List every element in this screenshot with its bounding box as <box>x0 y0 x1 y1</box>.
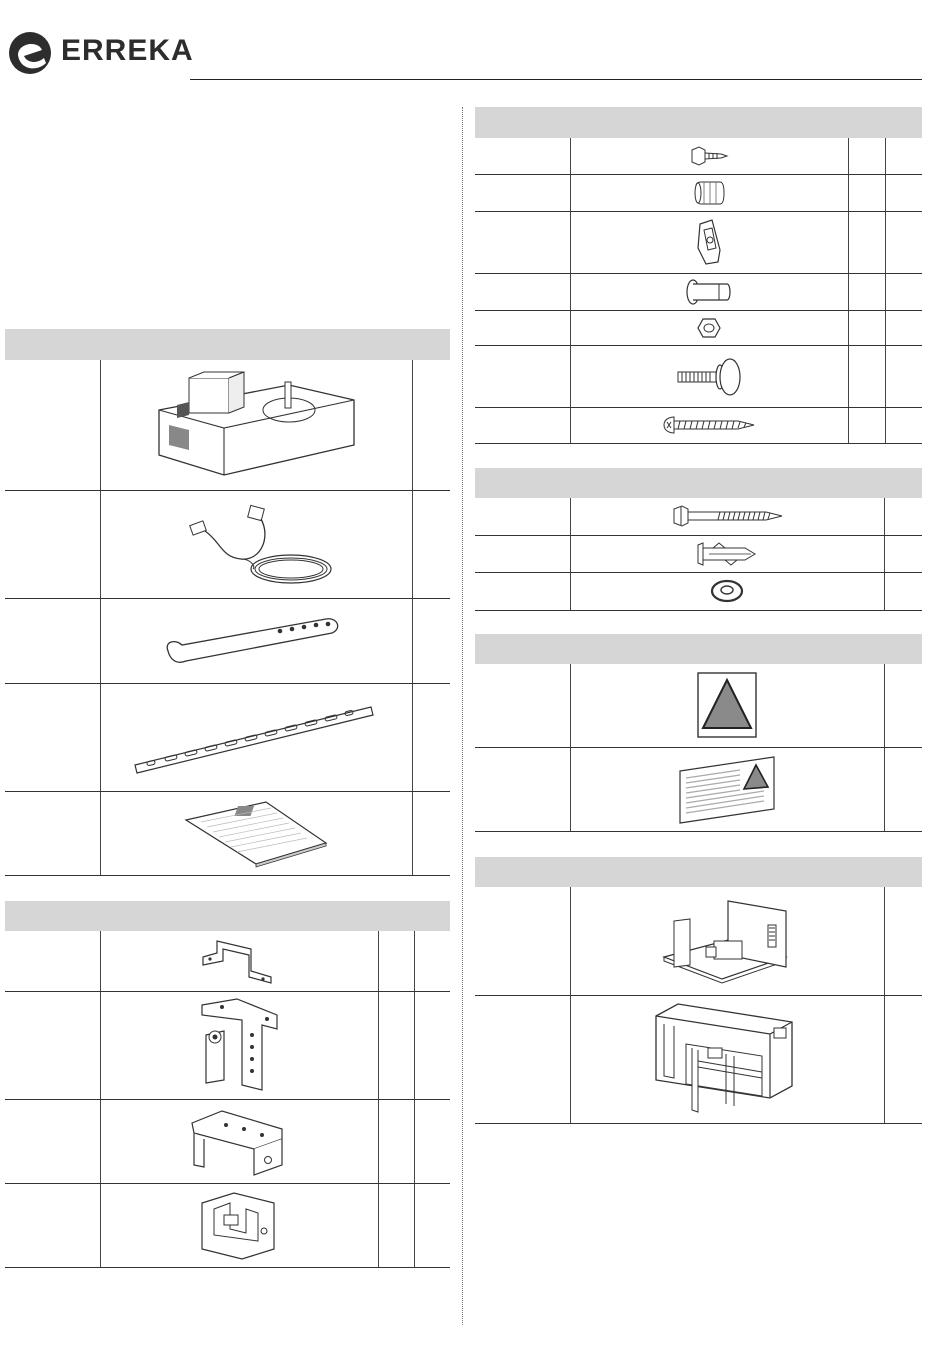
image-cell <box>100 490 412 598</box>
qty-cell <box>885 138 922 174</box>
image-cell <box>100 598 412 683</box>
table-row <box>5 1099 450 1183</box>
qty-cell <box>848 310 885 345</box>
table-row <box>475 535 922 572</box>
ref-cell <box>475 138 570 174</box>
qty-cell <box>414 931 450 991</box>
qty-cell <box>412 791 450 875</box>
brand-name: ERREKA <box>61 34 194 67</box>
table-row <box>5 1183 450 1267</box>
table-row <box>475 887 922 995</box>
qty-cell <box>884 887 922 995</box>
section-header-bar <box>475 634 922 664</box>
table-row <box>5 360 450 490</box>
omega-bracket-icon <box>199 935 279 987</box>
column-divider <box>462 107 463 1325</box>
spacer-icon <box>692 180 726 206</box>
table-row <box>475 407 922 443</box>
image-cell <box>570 498 884 535</box>
qty-cell <box>884 664 922 747</box>
ref-cell <box>475 174 570 211</box>
qty-cell <box>412 490 450 598</box>
parts-table <box>5 931 450 1268</box>
table-row <box>475 273 922 310</box>
parts-section-labels <box>475 634 922 834</box>
motor-unit-icon <box>149 370 364 480</box>
image-cell <box>100 791 412 875</box>
qty-cell <box>848 345 885 407</box>
parts-table <box>5 360 450 876</box>
image-cell <box>570 664 884 747</box>
curved-arm-icon <box>156 611 356 671</box>
warning-sticker-icon <box>695 670 759 740</box>
qty-cell <box>885 174 922 211</box>
ref-cell <box>5 598 100 683</box>
ref-cell <box>475 572 570 610</box>
ref-cell <box>5 490 100 598</box>
qty-cell <box>884 498 922 535</box>
warning-label-sheet-icon <box>674 753 780 825</box>
table-row <box>5 931 450 991</box>
qty-cell <box>884 535 922 572</box>
image-cell <box>100 683 412 791</box>
ref-cell <box>475 664 570 747</box>
fork-bracket-icon <box>194 1189 284 1261</box>
parts-section-main <box>5 329 450 877</box>
ref-cell <box>5 1099 100 1183</box>
qty-cell <box>378 1099 414 1183</box>
ref-cell <box>5 360 100 490</box>
table-row <box>5 490 450 598</box>
ref-cell <box>475 211 570 273</box>
table-row <box>475 310 922 345</box>
table-row <box>5 598 450 683</box>
image-cell <box>570 345 848 407</box>
open-enclosure-icon <box>662 895 792 987</box>
table-row <box>475 211 922 273</box>
brand-logo <box>8 30 193 76</box>
qty-cell <box>884 995 922 1123</box>
section-header-bar <box>475 857 922 887</box>
manual-booklet-icon <box>181 798 331 868</box>
table-row <box>475 345 922 407</box>
image-cell <box>100 1183 378 1267</box>
ref-cell <box>5 991 100 1099</box>
ref-cell <box>5 791 100 875</box>
parts-table <box>475 498 922 611</box>
qty-cell <box>885 310 922 345</box>
power-cable-icon <box>171 497 341 592</box>
image-cell <box>100 360 412 490</box>
qty-cell <box>848 138 885 174</box>
section-header-bar <box>5 901 450 931</box>
qty-cell <box>848 273 885 310</box>
parts-table <box>475 887 922 1124</box>
qty-cell <box>885 273 922 310</box>
qty-cell <box>884 747 922 831</box>
qty-cell <box>412 598 450 683</box>
image-cell <box>570 273 848 310</box>
qty-cell <box>848 211 885 273</box>
image-cell <box>570 747 884 831</box>
parts-table <box>475 664 922 832</box>
parts-section-screws <box>475 107 922 443</box>
ref-cell <box>475 407 570 443</box>
ref-cell <box>475 887 570 995</box>
section-header-bar <box>5 329 450 360</box>
washer-icon <box>710 579 744 603</box>
ref-cell <box>475 535 570 572</box>
pin-icon <box>685 278 733 306</box>
qty-cell <box>378 991 414 1099</box>
qty-cell <box>885 407 922 443</box>
qty-cell <box>414 1099 450 1183</box>
qty-cell <box>412 360 450 490</box>
ref-cell <box>475 995 570 1123</box>
perforated-strip-icon <box>131 695 381 780</box>
ref-cell <box>5 1183 100 1267</box>
table-row <box>475 747 922 831</box>
qty-cell <box>884 572 922 610</box>
ref-cell <box>475 273 570 310</box>
section-header-bar <box>475 468 922 498</box>
table-row <box>5 991 450 1099</box>
image-cell <box>100 931 378 991</box>
self-tapping-screw-icon <box>689 144 729 168</box>
ref-cell <box>475 345 570 407</box>
section-header-bar <box>475 107 922 138</box>
table-row <box>475 995 922 1123</box>
table-row <box>5 791 450 875</box>
qty-cell <box>378 931 414 991</box>
door-bracket-icon <box>182 1105 297 1177</box>
parts-section-brackets <box>5 901 450 1269</box>
table-row <box>475 138 922 174</box>
parts-section-anchors <box>475 468 922 611</box>
table-row <box>5 683 450 791</box>
erreka-e-icon <box>8 30 56 76</box>
parts-table <box>475 138 922 444</box>
nut-icon <box>696 317 722 339</box>
image-cell <box>570 535 884 572</box>
qty-cell <box>412 683 450 791</box>
table-row <box>475 174 922 211</box>
ref-cell <box>475 310 570 345</box>
qty-cell <box>848 174 885 211</box>
ref-cell <box>475 747 570 831</box>
qty-cell <box>414 1183 450 1267</box>
image-cell <box>570 407 848 443</box>
ref-cell <box>475 498 570 535</box>
image-cell <box>570 138 848 174</box>
table-row <box>475 572 922 610</box>
image-cell <box>570 995 884 1123</box>
table-row <box>475 664 922 747</box>
qty-cell <box>848 407 885 443</box>
header-rule <box>190 79 922 80</box>
lag-bolt-icon <box>670 503 785 529</box>
image-cell <box>570 572 884 610</box>
image-cell <box>570 174 848 211</box>
rail-enclosure-icon <box>652 1000 802 1118</box>
pivot-bracket-icon <box>192 995 287 1095</box>
image-cell <box>570 310 848 345</box>
table-row <box>475 498 922 535</box>
image-cell <box>100 1099 378 1183</box>
image-cell <box>570 887 884 995</box>
image-cell <box>100 991 378 1099</box>
ref-cell <box>5 683 100 791</box>
image-cell <box>570 211 848 273</box>
ref-cell <box>5 931 100 991</box>
qty-cell <box>885 345 922 407</box>
clip-nut-icon <box>694 218 724 266</box>
parts-section-enclosures <box>475 857 922 1127</box>
qty-cell <box>885 211 922 273</box>
wall-plug-icon <box>695 541 759 567</box>
qty-cell <box>414 991 450 1099</box>
wood-screw-icon <box>662 414 757 436</box>
qty-cell <box>378 1183 414 1267</box>
flanged-screw-icon <box>674 354 744 398</box>
